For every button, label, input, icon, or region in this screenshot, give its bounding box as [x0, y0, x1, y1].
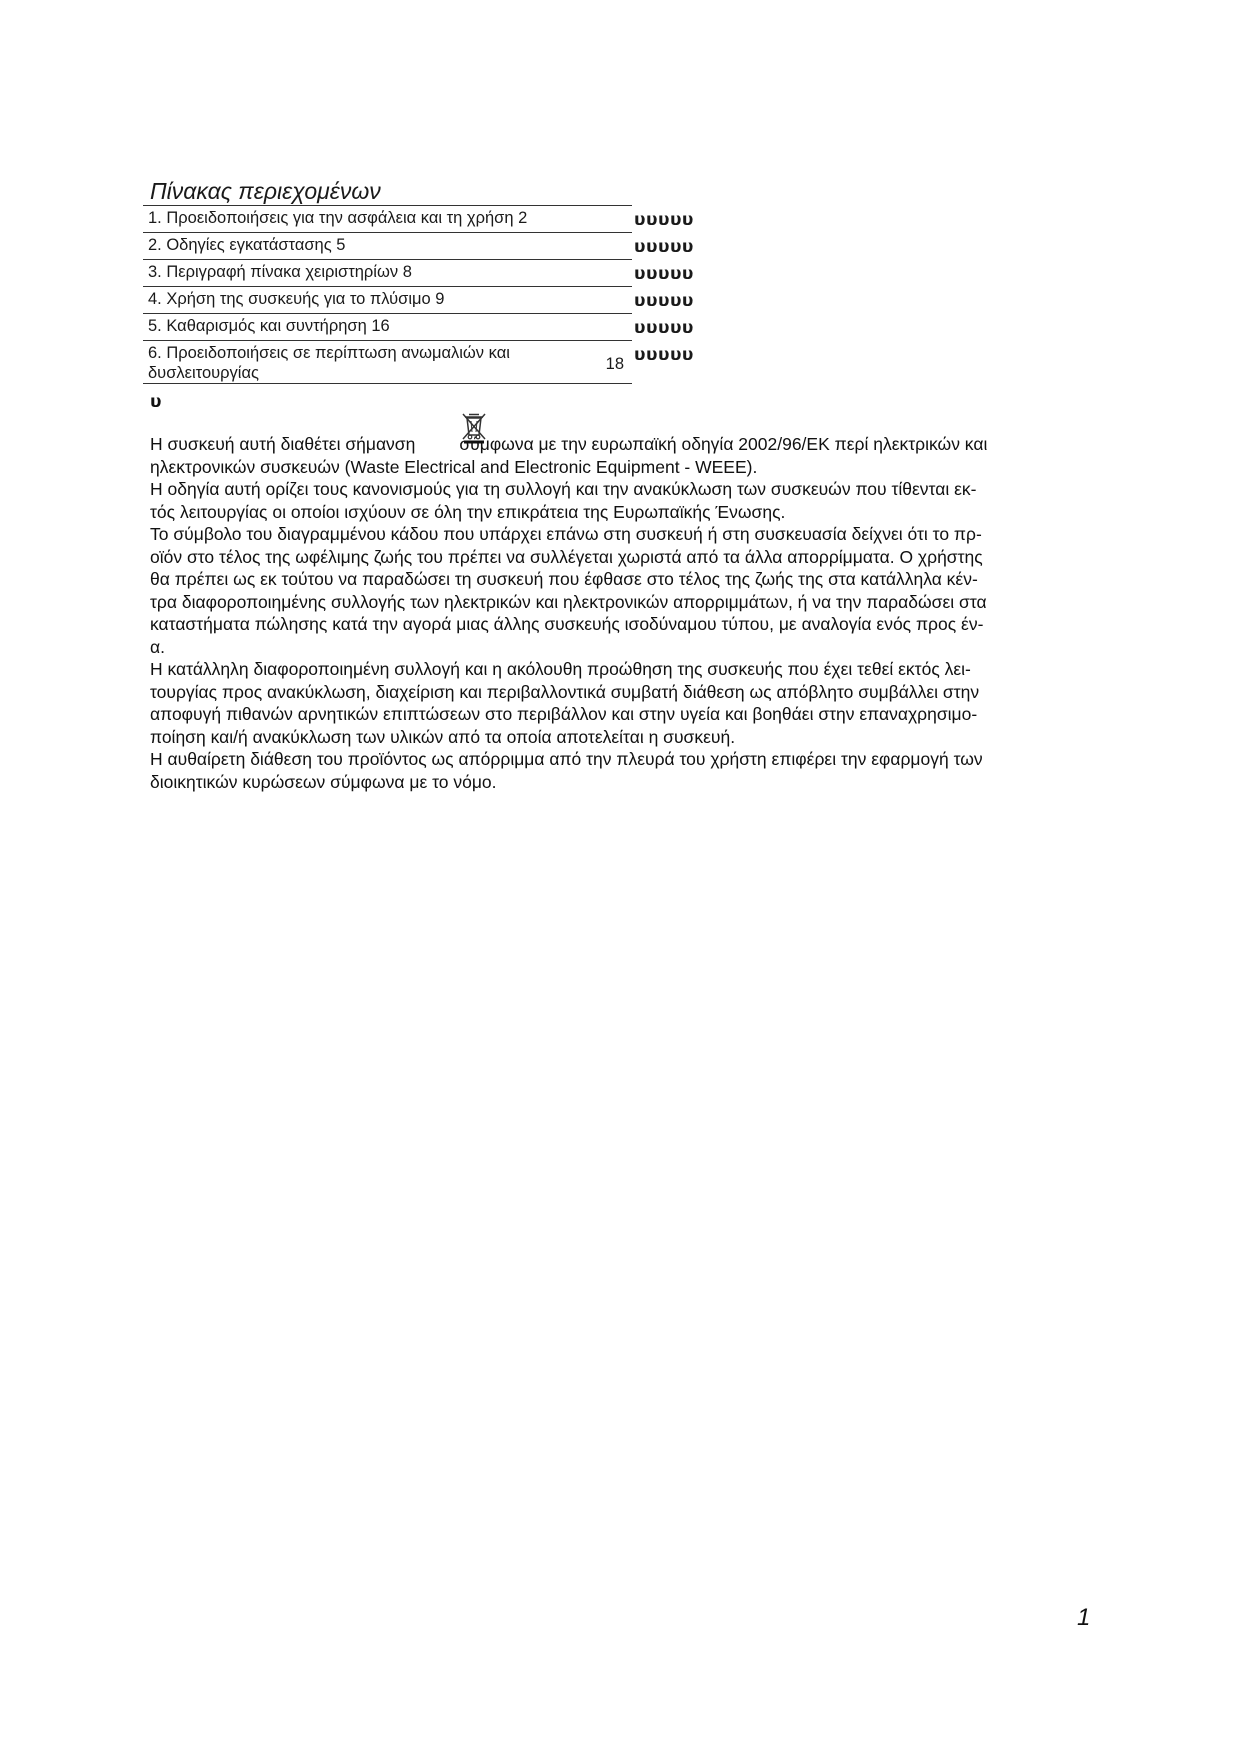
paragraph-line: Η οδηγία αυτή ορίζει τους κανονισμούς για τη συλλογή και την ανακύκλωση των συσκευών που τίθενται εκ-	[150, 479, 977, 499]
toc-title: Πίνακας περιεχομένων	[150, 178, 381, 204]
toc-item-text: 3. Περιγραφή πίνακα χειριστηρίων 8	[148, 263, 412, 281]
toc-item-page: 18	[605, 355, 624, 373]
paragraph-line: οϊόν στο τέλος της ωφέλιμης ζωής του πρέπει να συλλέγεται χωριστά από τα άλλα απορρίμματα. Ο χρήστης	[150, 546, 983, 567]
toc-item-text: 5. Καθαρισμός και συντήρηση 16	[148, 317, 390, 335]
text-after-icon: σύμφωνα με την ευρωπαϊκή οδηγία 2002/96/ΕΚ περί ηλεκτρικών και	[459, 434, 988, 454]
paragraph-line: καταστήματα πώλησης κατά την αγορά μιας άλλης συσκευής ισοδύναμου τύπου, με αναλογία ενός προς έν-	[150, 614, 984, 634]
paragraph-line: Η αυθαίρετη διάθεση του προϊόντος ως απόρριμμα από την πλευρά του χρήστη επιφέρει την εφαρμογή των	[150, 749, 983, 769]
toc-item-mark: υυυυυ	[634, 210, 694, 230]
paragraph-line	[150, 433, 1080, 456]
toc-item	[143, 205, 694, 232]
toc-item-mark: υυυυυ	[634, 345, 694, 365]
page-number: 1	[1077, 1604, 1091, 1631]
paragraph-line: Το σύμβολο του διαγραμμένου κάδου που υπάρχει επάνω στη συσκευή ή στη συσκευασία δείχνει ότι το πρ-	[150, 524, 982, 544]
paragraph-line: αποφυγή πιθανών αρνητικών επιπτώσεων στο περιβάλλον και στην υγεία και βοηθάει στην επαναχρησιμο-	[150, 704, 978, 724]
paragraph-line: Η κατάλληλη διαφοροποιημένη συλλογή και η ακόλουθη προώθηση της συσκευής που έχει τεθεί εκτός λει-	[150, 659, 971, 679]
toc-item-text: 4. Χρήση της συσκευής για το πλύσιμο 9	[148, 290, 445, 308]
paragraph-line: τός λειτουργίας οι οποίοι ισχύουν σε όλη την επικράτεια της Ευρωπαϊκής Ένωσης.	[150, 501, 786, 522]
toc-item	[143, 313, 694, 340]
paragraph-line: α.	[150, 636, 165, 657]
toc-item	[143, 340, 694, 384]
table-of-contents	[143, 205, 694, 384]
toc-item-text: 2. Οδηγίες εγκατάστασης 5	[148, 236, 346, 254]
toc-item-mark: υυυυυ	[634, 237, 694, 257]
weee-notice	[150, 433, 1080, 793]
toc-item-mark: υυυυυ	[634, 291, 694, 311]
stray-mark: υ	[150, 392, 162, 412]
paragraph-line: ποίηση και/ή ανακύκλωση των υλικών από τα οποία αποτελείται η συσκευή.	[150, 726, 736, 747]
toc-item-mark: υυυυυ	[634, 264, 694, 284]
paragraph-line: ηλεκτρονικών συσκευών (Waste Electrical and Electronic Equipment - WEEE).	[150, 456, 758, 477]
toc-item-text: 1. Προειδοποιήσεις για την ασφάλεια και τη χρήση 2	[148, 209, 528, 227]
toc-item	[143, 286, 694, 313]
toc-item-text: 6. Προειδοποιήσεις σε περίπτωση ανωμαλιών και δυσλειτουργίας	[148, 344, 510, 382]
paragraph-line: τρα διαφοροποιημένης συλλογής των ηλεκτρικών και ηλεκτρονικών απορριμμάτων, ή να την παραδώσει στα	[150, 591, 987, 612]
paragraph-line: διοικητικών κυρώσεων σύμφωνα με το νόμο.	[150, 771, 497, 792]
paragraph-line: θα πρέπει ως εκ τούτου να παραδώσει τη συσκευή που έφθασε στο τέλος της ζωής της στα κατάλληλα κέν-	[150, 569, 978, 589]
paragraph-line: τουργίας προς ανακύκλωση, διαχείριση και περιβαλλοντικά συμβατή διάθεση ως απόβλητο συμβάλλει στην	[150, 681, 980, 702]
toc-item	[143, 232, 694, 259]
toc-item-mark: υυυυυ	[634, 318, 694, 338]
toc-item	[143, 259, 694, 286]
text-before-icon: Η συσκευή αυτή διαθέτει σήμανση	[150, 434, 416, 454]
